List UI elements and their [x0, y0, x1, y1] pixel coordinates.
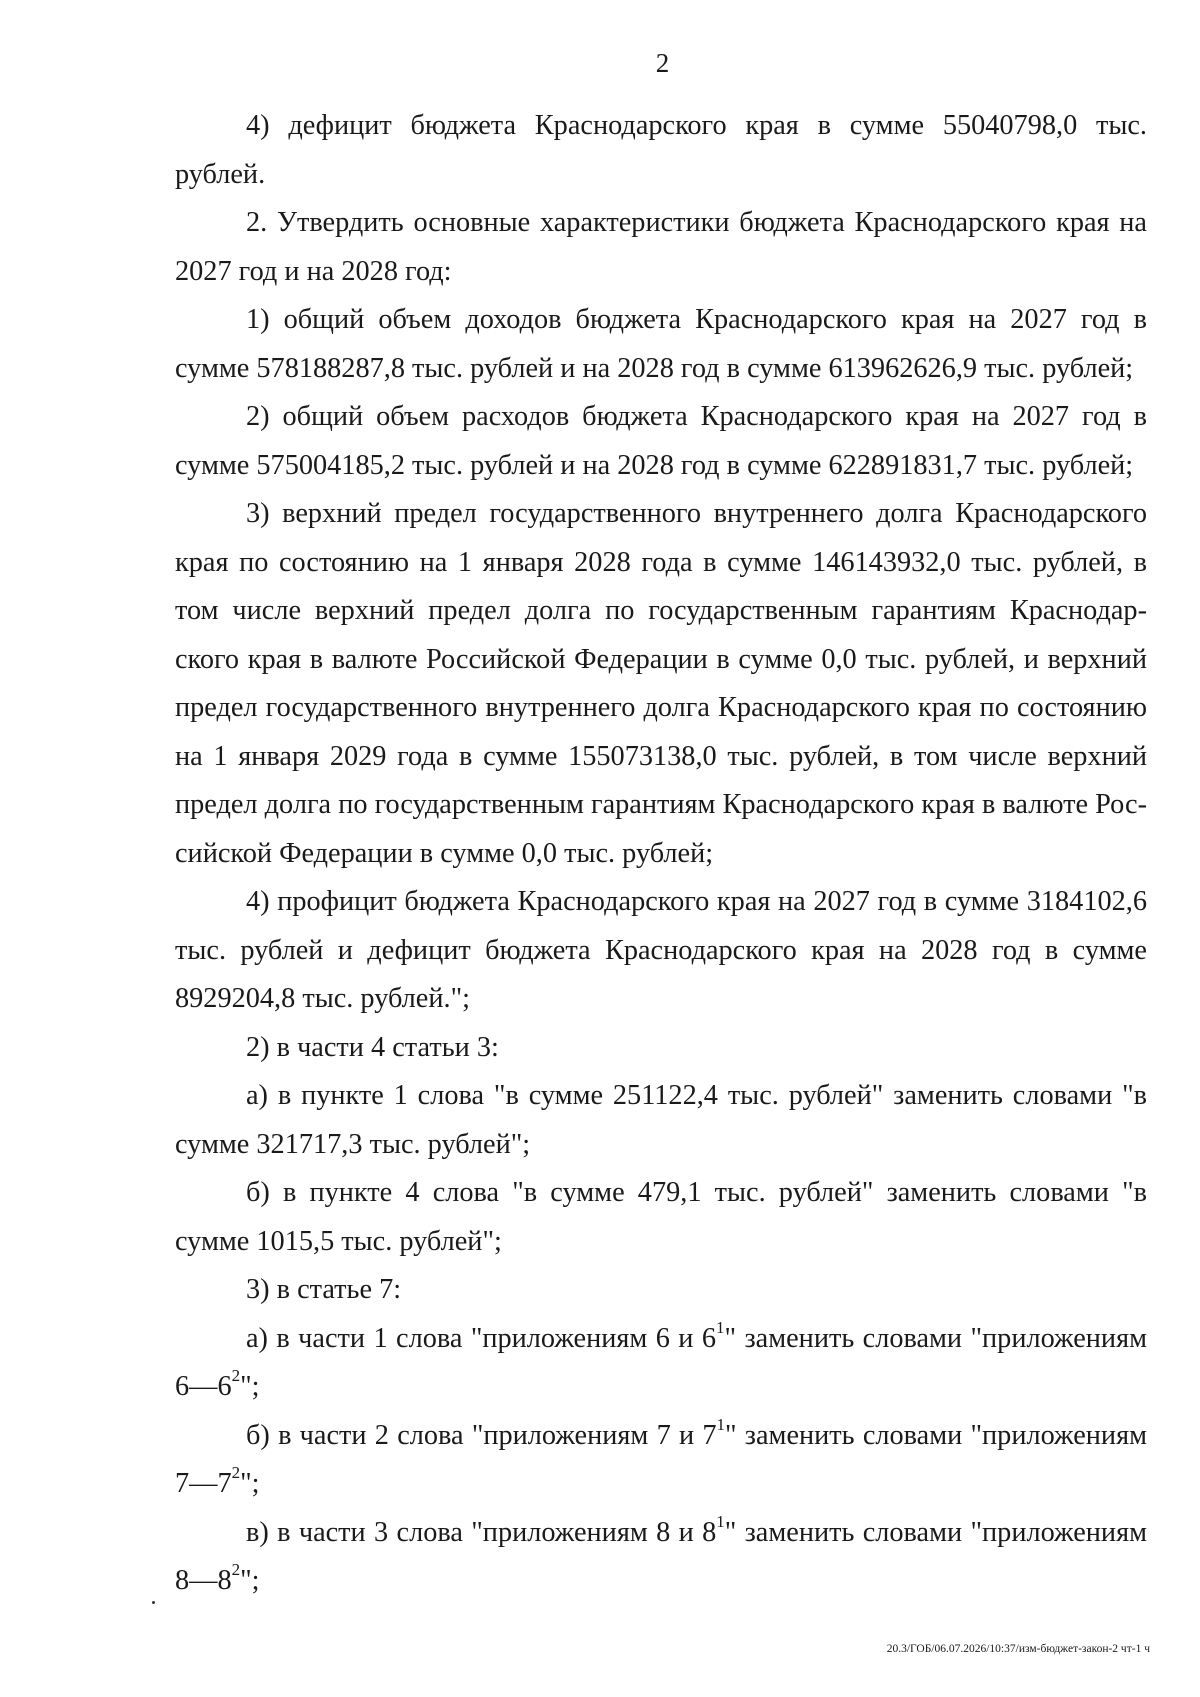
paragraph-part-3-appendix: [175, 1509, 1147, 1606]
text-segment: " заменить словами "приложениям 8—8: [175, 1516, 1147, 1596]
paragraph-article-7: 3) в статье 7:: [246, 1274, 402, 1305]
paragraph-revenues: 1) общий объем доходов бюджета Краснодарского края на 2027 год в сумме 578188287,8 тыс. рублей и на 2028 год в сумме 613962626,9 тыс. рублей;: [175, 304, 1147, 384]
paragraph-deficit-2026: 4) дефицит бюджета Краснодарского края в сумме 55040798,0 тыс. рублей.: [175, 110, 1147, 190]
text-segment: ";: [240, 1468, 260, 1499]
superscript: 1: [716, 1414, 725, 1434]
paragraph-item-1-amount: а) в пункте 1 слова "в сумме 251122,4 тыс. рублей" заменить словами "в сумме 321717,3 тыс. рублей";: [175, 1080, 1147, 1160]
scan-dot-mark: [152, 1601, 155, 1604]
text-segment: б) в части 2 слова "приложениям 7 и 7: [246, 1419, 717, 1451]
paragraph-surplus-deficit: 4) профицит бюджета Краснодарского края на 2027 год в сумме 3184102,6 тыс. рублей и дефицит бюджета Краснодарского края на 2028 год в сумме 8929204,8 тыс. рублей.";: [175, 886, 1147, 1014]
text-segment: а) в части 1 слова "приложениям 6 и 6: [246, 1322, 717, 1354]
text-segment: в) в части 3 слова "приложениям 8 и 8: [246, 1516, 717, 1548]
superscript: 1: [716, 1317, 725, 1337]
text-segment: " заменить словами "приложениям 7—7: [175, 1419, 1147, 1499]
text-segment: ";: [240, 1371, 260, 1402]
paragraph-approve-characteristics: 2. Утвердить основные характеристики бюджета Краснодарского края на 2027 год и на 2028 год:: [175, 207, 1147, 287]
paragraph-expenditures: 2) общий объем расходов бюджета Краснодарского края на 2027 год в сумме 575004185,2 тыс. рублей и на 2028 год в сумме 622891831,7 тыс. рублей;: [175, 401, 1147, 481]
text-segment: " заменить словами "приложениям 6—6: [175, 1322, 1147, 1402]
paragraph-part-1-appendix: [175, 1315, 1147, 1412]
superscript: 2: [231, 1463, 241, 1483]
paragraph-debt-limit: 3) верхний предел государственного внутреннего долга Краснодарского края по состоянию на 1 января 2028 года в сумме 146143932,0 тыс. рублей, в том числе верхний предел долга по государственным гарантиям Краснодарского края в валюте Российской Федерации в сумме 0,0 тыс. рублей, и верхний предел государственного внутреннего долга Краснодарского края по состоянию на 1 января 2029 года в сумме 155073138,0 тыс. рублей, в том числе верхний предел долга по государственным гарантиям Краснодарского края в валюте Российской Федерации в сумме 0,0 тыс. рублей;: [175, 498, 1147, 869]
superscript: 2: [231, 1366, 241, 1386]
superscript: 1: [716, 1511, 725, 1531]
text-segment: ";: [240, 1565, 260, 1596]
document-body: [175, 102, 1147, 1606]
document-footer: 20.3/ГОБ/06.07.2026/10:37/изм-бюджет-закон-2 чт-1 ч: [886, 1643, 1150, 1655]
superscript: 2: [231, 1560, 241, 1580]
paragraph-article-3-part-4: 2) в части 4 статьи 3:: [246, 1031, 499, 1063]
paragraph-item-4-amount: б) в пункте 4 слова "в сумме 479,1 тыс. рублей" заменить словами "в сумме 1015,5 тыс. рублей";: [175, 1177, 1147, 1257]
paragraph-part-2-appendix: [175, 1412, 1147, 1509]
page-number: 2: [655, 48, 670, 78]
